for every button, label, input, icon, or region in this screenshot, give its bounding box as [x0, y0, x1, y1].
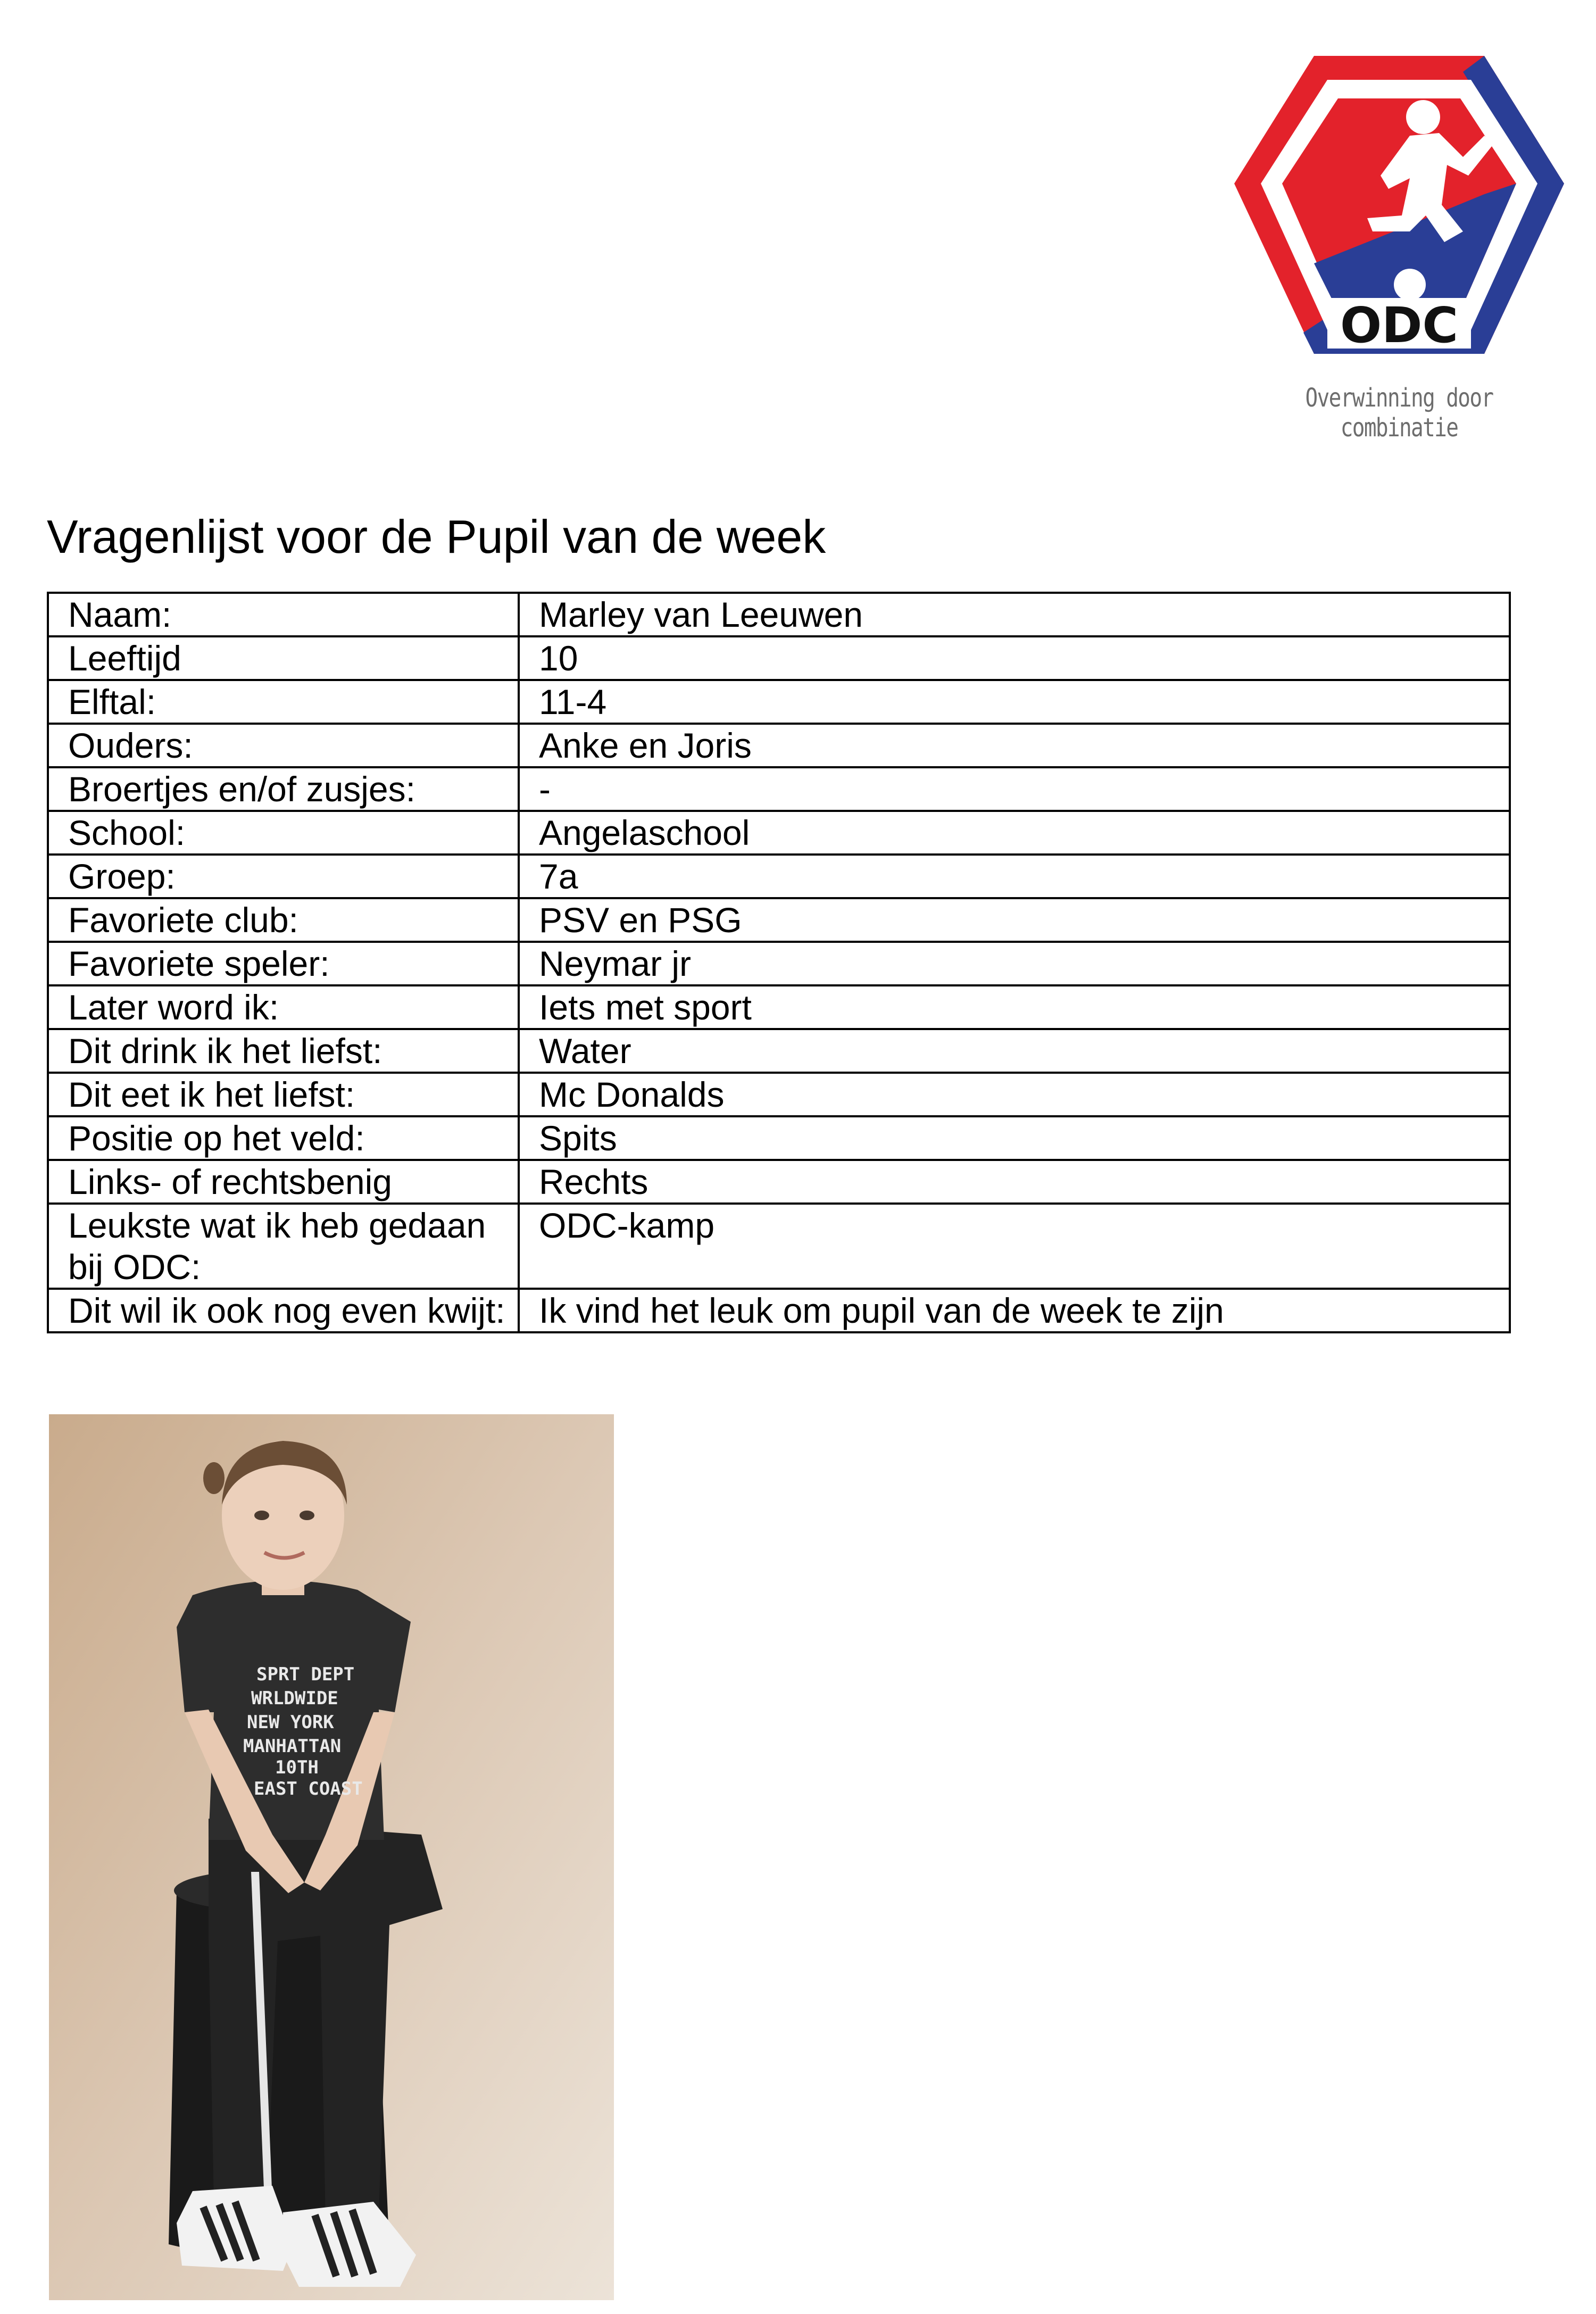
question-label: Positie op het veld: [48, 1116, 519, 1160]
answer-value: ODC-kamp [519, 1204, 1510, 1289]
question-label: Dit wil ik ook nog even kwijt: [48, 1289, 519, 1332]
table-row [48, 1289, 1510, 1332]
table-row [48, 1116, 1510, 1160]
answer-value: PSV en PSG [519, 898, 1510, 942]
question-label: Ouders: [48, 724, 519, 767]
table-row [48, 593, 1510, 636]
answer-value: Water [519, 1029, 1510, 1073]
question-label: Broertjes en/of zusjes: [48, 767, 519, 811]
pupil-photo [49, 1414, 614, 2300]
table-row [48, 985, 1510, 1029]
shirt-print-line: SPRT DEPT [256, 1664, 355, 1685]
shirt-print-line: NEW YORK [247, 1712, 334, 1733]
question-label: Leukste wat ik heb gedaan bij ODC: [48, 1204, 519, 1289]
club-logo [1218, 56, 1580, 443]
table-row [48, 767, 1510, 811]
pupil-photo-image [49, 1414, 614, 2300]
answer-value: - [519, 767, 1510, 811]
question-label: Groep: [48, 855, 519, 898]
question-label: Naam: [48, 593, 519, 636]
answer-value: Rechts [519, 1160, 1510, 1204]
table-row [48, 942, 1510, 985]
shirt-print-line: EAST COAST [254, 1778, 363, 1799]
answer-value: Spits [519, 1116, 1510, 1160]
answer-value: Ik vind het leuk om pupil van de week te zijn [519, 1289, 1510, 1332]
question-label: School: [48, 811, 519, 855]
answer-value: Neymar jr [519, 942, 1510, 985]
logo-wordmark: ODC [1340, 297, 1459, 354]
question-label: Links- of rechtsbenig [48, 1160, 519, 1204]
logo-tagline: Overwinning door combinatie [1305, 383, 1493, 443]
shirt-print-line: WRLDWIDE [251, 1688, 338, 1709]
question-label: Elftal: [48, 680, 519, 724]
answer-value: Mc Donalds [519, 1073, 1510, 1116]
table-row [48, 811, 1510, 855]
table-row [48, 855, 1510, 898]
question-label: Later word ik: [48, 985, 519, 1029]
question-label: Favoriete speler: [48, 942, 519, 985]
table-row [48, 636, 1510, 680]
table-row [48, 1029, 1510, 1073]
page-title: Vragenlijst voor de Pupil van de week [47, 510, 826, 563]
table-row [48, 680, 1510, 724]
question-label: Dit eet ik het liefst: [48, 1073, 519, 1116]
table-row [48, 1204, 1510, 1289]
answer-value: Angelaschool [519, 811, 1510, 855]
answer-value: Marley van Leeuwen [519, 593, 1510, 636]
table-row [48, 724, 1510, 767]
table-row [48, 1073, 1510, 1116]
answer-value: Iets met sport [519, 985, 1510, 1029]
answer-value: 7a [519, 855, 1510, 898]
questionnaire-table [47, 592, 1511, 1333]
question-label: Favoriete club: [48, 898, 519, 942]
answer-value: 11-4 [519, 680, 1510, 724]
table-row [48, 1160, 1510, 1204]
shirt-print-line: 10TH [275, 1757, 319, 1778]
odc-shield-icon [1234, 56, 1564, 386]
question-label: Dit drink ik het liefst: [48, 1029, 519, 1073]
shirt-print-line: MANHATTAN [243, 1736, 342, 1757]
table-row [48, 898, 1510, 942]
question-label: Leeftijd [48, 636, 519, 680]
answer-value: Anke en Joris [519, 724, 1510, 767]
answer-value: 10 [519, 636, 1510, 680]
